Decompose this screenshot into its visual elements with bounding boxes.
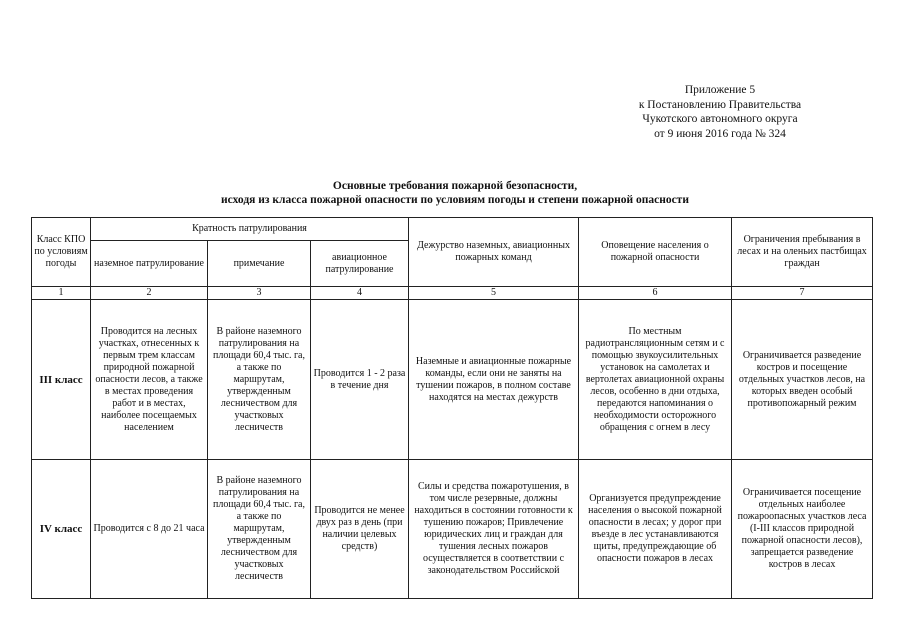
document-title (150, 179, 760, 207)
row-air-patrol: Проводится не менее двух раз в день (при наличии целевых средств) (311, 460, 409, 599)
column-number: 6 (579, 287, 732, 300)
row-duty: Наземные и авиационные пожарные команды, если они не заняты на тушении пожаров, в полном составе находятся на местах дежурств (409, 300, 579, 460)
column-number: 1 (32, 287, 91, 300)
row-ground-patrol: Проводится с 8 до 21 часа (91, 460, 208, 599)
appendix-region: Чукотского автономного округа (642, 113, 798, 125)
title-line-2: исходя из класса пожарной опасности по условиям погоды и степени пожарной опасности (221, 194, 689, 206)
column-number-row (32, 287, 873, 300)
header-air-patrol: авиационное патрулирование (311, 241, 409, 287)
appendix-resolution: к Постановлению Правительства (638, 98, 802, 111)
header-restrictions: Ограничения пребывания в лесах и на оленьих пастбищах граждан (732, 218, 873, 287)
fire-safety-table (31, 217, 873, 599)
row-notification: Организуется предупреждение населения о высокой пожарной опасности в лесах; у дорог при въезде в лес устанавливаются щиты, предупреждающие об опасности пожаров в лесах (579, 460, 732, 599)
row-ground-patrol: Проводится на лесных участках, отнесенных к первым трем классам природной пожарной опасности лесов, а также в местах проведения работ и в местах, наиболее посещаемых населением (91, 300, 208, 460)
appendix-number: Приложение 5 (684, 84, 756, 96)
header-patrol-group: Кратность патрулирования (91, 218, 409, 241)
appendix-reference (600, 83, 840, 141)
header-class: Класс КПО по условиям погоды (32, 218, 91, 287)
row-air-patrol: Проводится 1 - 2 раза в течение дня (311, 300, 409, 460)
column-number: 7 (732, 287, 873, 300)
column-number: 5 (409, 287, 579, 300)
header-duty: Дежурство наземных, авиационных пожарных команд (409, 218, 579, 287)
header-note: примечание (208, 241, 311, 287)
appendix-date: от 9 июня 2016 года № 324 (654, 127, 786, 140)
column-number: 4 (311, 287, 409, 300)
table-row (32, 300, 873, 460)
row-restrictions: Ограничивается разведение костров и посещение отдельных участков лесов, на которых введен особый противопожарный режим (732, 300, 873, 460)
row-note: В районе наземного патрулирования на площади 60,4 тыс. га, а также по маршрутам, утвержденным лесничеством для участковых лесничеств (208, 460, 311, 599)
header-notification: Оповещение населения о пожарной опасности (579, 218, 732, 287)
header-row-1 (32, 218, 873, 241)
row-note: В районе наземного патрулирования на площади 60,4 тыс. га, а также по маршрутам, утвержденным лесничеством для участковых лесничеств (208, 300, 311, 460)
row-duty (409, 460, 579, 599)
column-number: 2 (91, 287, 208, 300)
row-duty-text: Силы и средства пожаротушения, в том числе резервные, должны находиться в состоянии готовности к тушению пожаров; Привлечение юридических лиц и граждан для тушения лесных пожаров осуществляется в соответствии с законодательством Российской (414, 481, 573, 576)
row-notification: По местным радиотрансляционным сетям и с помощью звукоусилительных установок на самолетах и вертолетах авиационной охраны лесов, особенно в дни отдыха, передаются напоминания о необходимости осторожного обращения с огнем в лесу (579, 300, 732, 460)
column-number: 3 (208, 287, 311, 300)
header-ground-patrol: наземное патрулирование (91, 241, 208, 287)
row-class: IV класс (32, 460, 91, 599)
title-line-1: Основные требования пожарной безопасности, (332, 180, 578, 192)
row-class: III класс (32, 300, 91, 460)
table-row (32, 460, 873, 599)
row-restrictions: Ограничивается посещение отдельных наиболее пожароопасных участков леса (I-III классов природной пожарной опасности лесов), запрещается разведение костров в лесах (732, 460, 873, 599)
